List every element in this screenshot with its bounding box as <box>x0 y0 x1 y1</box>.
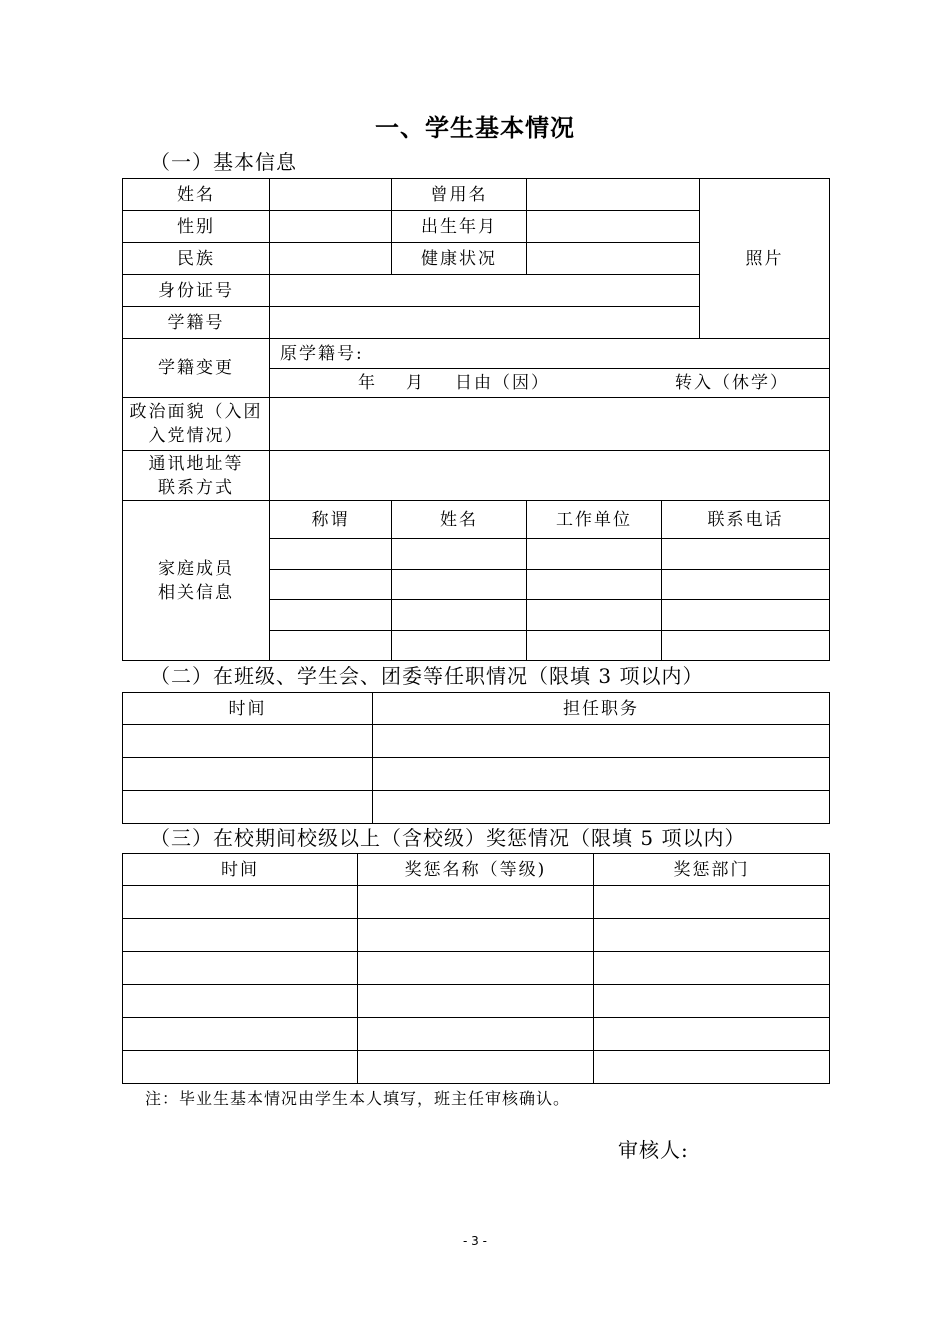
birth-field[interactable] <box>527 211 700 243</box>
awards-header-dept: 奖惩部门 <box>594 854 830 886</box>
political-field[interactable] <box>270 398 830 451</box>
family-cell[interactable] <box>392 570 527 600</box>
former-name-field[interactable] <box>527 179 700 211</box>
awards-cell[interactable] <box>123 1018 358 1051</box>
positions-cell[interactable] <box>373 791 830 824</box>
id-number-label: 身份证号 <box>123 275 270 307</box>
positions-cell[interactable] <box>123 791 373 824</box>
awards-cell[interactable] <box>594 985 830 1018</box>
awards-cell[interactable] <box>594 952 830 985</box>
change-to: 转入（休学） <box>675 373 789 393</box>
student-no-label: 学籍号 <box>123 307 270 339</box>
family-cell[interactable] <box>662 570 830 600</box>
contact-field[interactable] <box>270 451 830 501</box>
change-month: 月 <box>406 373 425 393</box>
awards-header-name: 奖惩名称（等级) <box>358 854 594 886</box>
health-label: 健康状况 <box>392 243 527 275</box>
awards-cell[interactable] <box>594 886 830 919</box>
positions-table <box>122 692 830 824</box>
awards-cell[interactable] <box>358 1018 594 1051</box>
footnote: 注：毕业生基本情况由学生本人填写，班主任审核确认。 <box>145 1089 571 1108</box>
political-label <box>123 398 270 451</box>
family-cell[interactable] <box>527 570 662 600</box>
family-cell[interactable] <box>662 631 830 661</box>
awards-cell[interactable] <box>123 1051 358 1084</box>
awards-cell[interactable] <box>123 886 358 919</box>
family-cell[interactable] <box>392 539 527 570</box>
family-cell[interactable] <box>662 600 830 631</box>
family-cell[interactable] <box>270 600 392 631</box>
ethnicity-label: 民族 <box>123 243 270 275</box>
political-label-line2: 入党情况） <box>148 426 244 446</box>
awards-cell[interactable] <box>594 1051 830 1084</box>
awards-cell[interactable] <box>123 952 358 985</box>
positions-header-time: 时间 <box>123 693 373 725</box>
positions-cell[interactable] <box>373 725 830 758</box>
id-number-field[interactable] <box>270 275 700 307</box>
name-field[interactable] <box>270 179 392 211</box>
political-label-line1: 政治面貌（入团 <box>129 402 263 422</box>
family-header: 联系电话 <box>662 501 830 539</box>
section-positions-heading: （二）在班级、学生会、团委等任职情况（限填 3 项以内） <box>150 664 704 688</box>
gender-label: 性别 <box>123 211 270 243</box>
awards-cell[interactable] <box>358 1051 594 1084</box>
family-cell[interactable] <box>270 539 392 570</box>
family-cell[interactable] <box>527 600 662 631</box>
section-awards-heading: （三）在校期间校级以上（含校级）奖惩情况（限填 5 项以内） <box>150 826 746 850</box>
photo-box[interactable]: 照片 <box>700 179 830 339</box>
awards-cell[interactable] <box>594 1018 830 1051</box>
family-header: 工作单位 <box>527 501 662 539</box>
family-cell[interactable] <box>662 539 830 570</box>
health-field[interactable] <box>527 243 700 275</box>
positions-cell[interactable] <box>373 758 830 791</box>
awards-cell[interactable] <box>358 919 594 952</box>
family-cell[interactable] <box>392 631 527 661</box>
awards-cell[interactable] <box>358 886 594 919</box>
original-no-field[interactable]: 原学籍号: <box>270 339 830 369</box>
contact-label <box>123 451 270 501</box>
birth-label: 出生年月 <box>392 211 527 243</box>
awards-cell[interactable] <box>594 919 830 952</box>
page-number: - 3 - <box>463 1234 487 1248</box>
family-cell[interactable] <box>527 631 662 661</box>
former-name-label: 曾用名 <box>392 179 527 211</box>
family-cell[interactable] <box>392 600 527 631</box>
awards-cell[interactable] <box>123 985 358 1018</box>
awards-cell[interactable] <box>358 985 594 1018</box>
change-reason: 日由（因） <box>455 373 550 393</box>
family-label <box>123 501 270 661</box>
gender-field[interactable] <box>270 211 392 243</box>
status-change-label: 学籍变更 <box>123 339 270 398</box>
family-cell[interactable] <box>270 570 392 600</box>
awards-cell[interactable] <box>358 952 594 985</box>
contact-label-line1: 通讯地址等 <box>148 453 244 474</box>
family-header: 姓名 <box>392 501 527 539</box>
awards-header-time: 时间 <box>123 854 358 886</box>
change-detail-field[interactable] <box>270 369 830 398</box>
family-cell[interactable] <box>270 631 392 661</box>
section-basic-heading: （一）基本信息 <box>150 150 297 174</box>
basic-info-table <box>122 178 830 661</box>
family-label-line1: 家庭成员 <box>158 558 234 579</box>
positions-header-role: 担任职务 <box>373 693 830 725</box>
ethnicity-field[interactable] <box>270 243 392 275</box>
page-title: 一、学生基本情况 <box>375 114 575 142</box>
family-label-line2: 相关信息 <box>158 582 234 603</box>
family-cell[interactable] <box>527 539 662 570</box>
name-label: 姓名 <box>123 179 270 211</box>
awards-table <box>122 853 830 1084</box>
contact-label-line2: 联系方式 <box>158 477 234 498</box>
awards-cell[interactable] <box>123 919 358 952</box>
positions-cell[interactable] <box>123 758 373 791</box>
change-year: 年 <box>358 373 377 393</box>
positions-cell[interactable] <box>123 725 373 758</box>
reviewer-label: 审核人: <box>618 1138 689 1162</box>
family-header: 称谓 <box>270 501 392 539</box>
student-no-field[interactable] <box>270 307 700 339</box>
